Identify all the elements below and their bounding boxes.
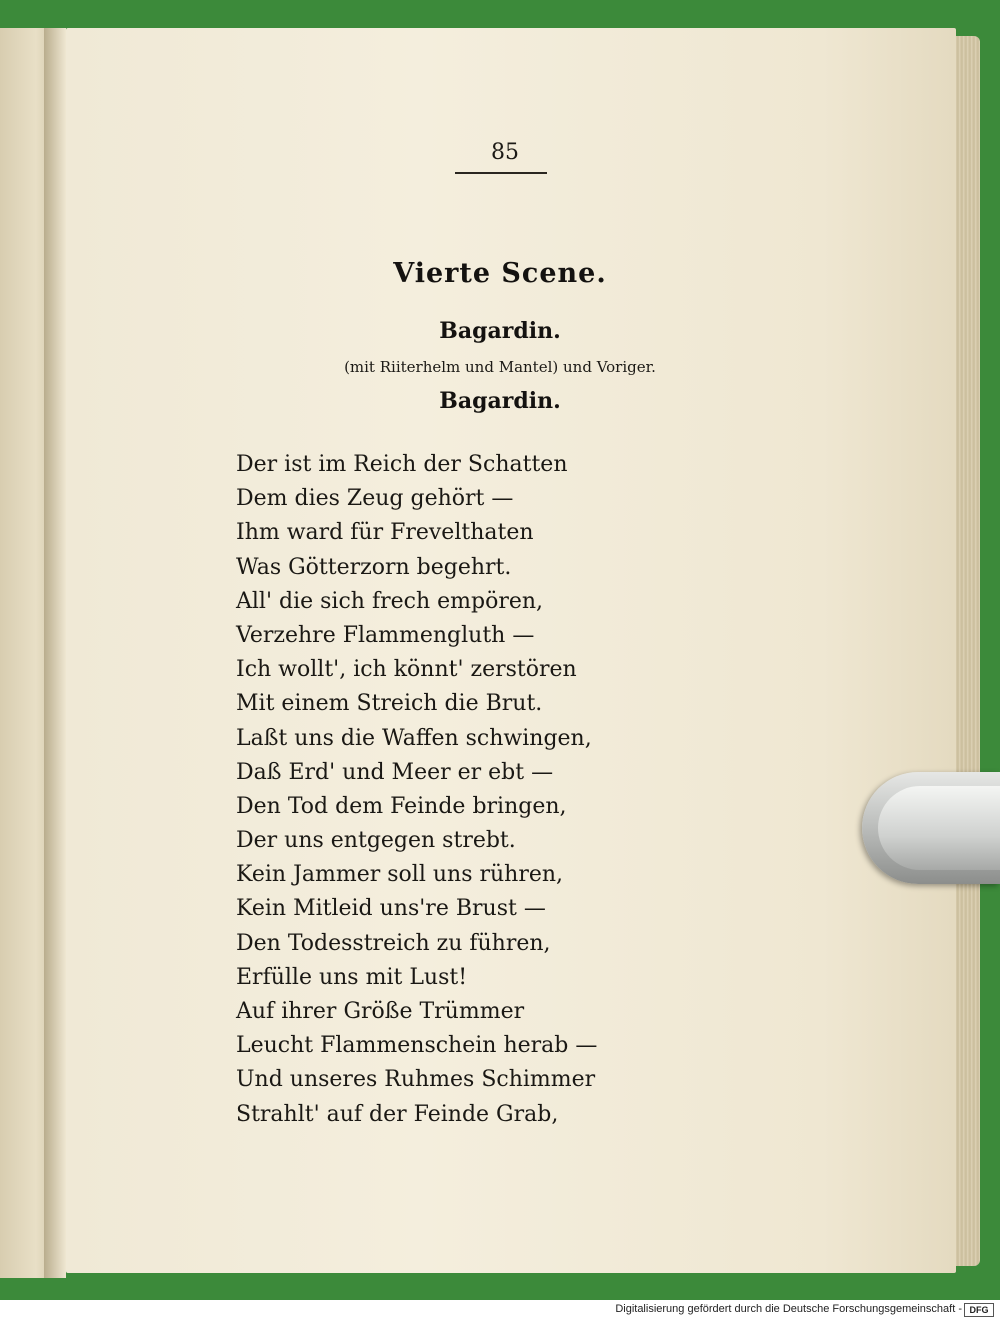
verse-line: All' die sich frech empören, [236, 588, 544, 614]
verse-line: Der ist im Reich der Schatten [236, 452, 568, 477]
verse-line: Leucht Flammenschein herab — [236, 1033, 598, 1059]
verse-line: Laßt uns die Waffen schwingen, [236, 725, 592, 751]
verse-line: Der uns entgegen strebt. [236, 828, 516, 854]
speaker-name: Bagardin. [439, 318, 561, 344]
verse-line: Ich wollt', ich könnt' zerstören [236, 657, 577, 683]
verse-line: Daß Erd' und Meer er ebt — [236, 759, 554, 785]
verse-line: Den Tod dem Feinde bringen, [236, 793, 567, 819]
page-clip-highlight [878, 786, 1000, 870]
funding-credit: Digitalisierung gefördert durch die Deutsche Forschungsgemeinschaft - [615, 1303, 962, 1315]
verse-line: Ihm ward für Frevelthaten [236, 520, 534, 546]
verse-line: Dem dies Zeug gehört — [236, 486, 514, 512]
book-gutter [44, 28, 66, 1278]
verse-line: Erfülle uns mit Lust! [236, 964, 468, 990]
speaker-name: Bagardin. [439, 388, 561, 414]
verse-line: Den Todesstreich zu führen, [236, 930, 551, 956]
verse-line: Strahlt' auf der Feinde Grab, [236, 1101, 559, 1127]
scene-title: Vierte Scene. [393, 258, 607, 289]
verse-line: Auf ihrer Größe Trümmer [236, 999, 525, 1024]
verse-line: Und unseres Ruhmes Schimmer [236, 1067, 596, 1093]
verse-line: Verzehre Flammengluth — [236, 622, 535, 648]
dfg-logo: DFG [964, 1303, 994, 1317]
stage-direction: (mit Riiterhelm und Mantel) und Voriger. [344, 358, 656, 376]
verse-line: Kein Mitleid uns're Brust — [236, 896, 546, 922]
verse-line: Kein Jammer soll uns rühren, [236, 862, 564, 888]
verse-line: Was Götterzorn begehrt. [236, 554, 512, 580]
page-number: 85 [491, 140, 519, 165]
footer-bar [0, 1300, 1000, 1319]
verse-line: Mit einem Streich die Brut. [236, 691, 543, 717]
page-number-rule [455, 172, 547, 174]
verse-block [236, 448, 656, 1132]
